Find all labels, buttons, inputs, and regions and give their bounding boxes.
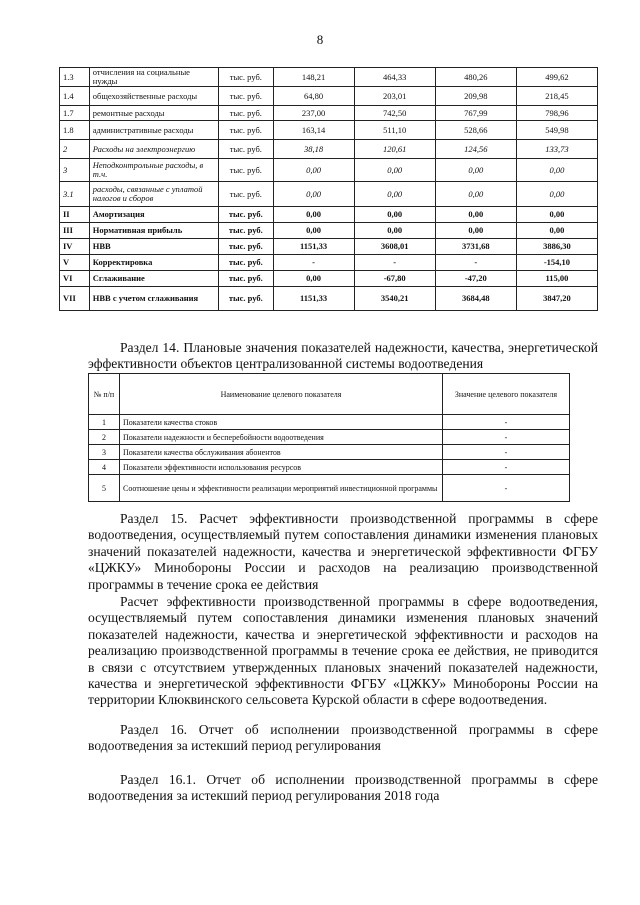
cell-unit: тыс. руб.	[219, 239, 273, 255]
cell-v3: -	[435, 255, 516, 271]
indicators-header-row	[89, 374, 570, 415]
cell-name: расходы, связанные с уплатой налогов и сборов	[89, 182, 218, 207]
cell-v3: 3684,48	[435, 287, 516, 311]
section-15-calc-paragraph: Расчет эффективности производственной программы в сфере водоотведения, осуществляемый путем сопоставления динамики изменения плановых значений показателей надежности, качества и энергетической эффективности и расходов на реализацию производственной программы в течение срока ее действия, не приводится в связи с отсутствием утвержденных плановых значений показателей надежности, качества и энергетической эффективности ФГБУ «ЦЖКУ» Минобороны России на территории Клюквинского сельсовета Курской области в сфере водоотведения.	[88, 594, 598, 708]
cell-name: административные расходы	[89, 121, 218, 140]
cell-v2: -	[354, 255, 435, 271]
cell-name: Расходы на электроэнергию	[89, 140, 218, 159]
cell-unit: тыс. руб.	[219, 68, 273, 87]
cell-value: -	[443, 460, 570, 475]
cell-v1: 64,80	[273, 87, 354, 106]
cell-v2: 0,00	[354, 159, 435, 182]
cell-v4: 499,62	[516, 68, 597, 87]
table-row	[89, 415, 570, 430]
cell-unit: тыс. руб.	[219, 140, 273, 159]
cell-num: II	[60, 207, 90, 223]
cell-name: НВВ	[89, 239, 218, 255]
cell-v3: 0,00	[435, 182, 516, 207]
section-16-1-title: Раздел 16.1. Отчет об исполнении производственной программы в сфере водоотведения за истекший период регулирования 2018 года	[88, 772, 598, 804]
cell-v4: 0,00	[516, 207, 597, 223]
cell-v4: 3886,30	[516, 239, 597, 255]
table-row	[89, 430, 570, 445]
cell-v1: 148,21	[273, 68, 354, 87]
cell-num: 1.3	[60, 68, 90, 87]
cell-v4: 0,00	[516, 223, 597, 239]
cost-table	[59, 67, 598, 311]
cell-v1: 0,00	[273, 182, 354, 207]
cell-v2: 464,33	[354, 68, 435, 87]
cell-v3: 0,00	[435, 159, 516, 182]
cell-v1: 0,00	[273, 207, 354, 223]
cell-v3: 209,98	[435, 87, 516, 106]
cell-v3: 124,56	[435, 140, 516, 159]
cell-v1: 1151,33	[273, 287, 354, 311]
cell-num: 2	[89, 430, 120, 445]
cell-unit: тыс. руб.	[219, 255, 273, 271]
cell-value: -	[443, 445, 570, 460]
cell-v3: -47,20	[435, 271, 516, 287]
cell-v2: 742,50	[354, 106, 435, 121]
cell-v3: 0,00	[435, 207, 516, 223]
cell-name: Показатели качества обслуживания абонентов	[120, 445, 443, 460]
table-row	[60, 182, 598, 207]
table-row	[60, 287, 598, 311]
cell-unit: тыс. руб.	[219, 121, 273, 140]
cell-unit: тыс. руб.	[219, 87, 273, 106]
cell-v4: 3847,20	[516, 287, 597, 311]
cell-name: Показатели эффективности использования ресурсов	[120, 460, 443, 475]
section-16-title: Раздел 16. Отчет об исполнении производственной программы в сфере водоотведения за истекший период регулирования	[88, 722, 598, 754]
cell-name: Корректировка	[89, 255, 218, 271]
cell-v4: 218,45	[516, 87, 597, 106]
table-row	[60, 87, 598, 106]
cell-value: -	[443, 475, 570, 502]
cell-num: 3	[89, 445, 120, 460]
cell-num: 1	[89, 415, 120, 430]
cell-name: Сглаживание	[89, 271, 218, 287]
table-row	[60, 255, 598, 271]
cell-num: VI	[60, 271, 90, 287]
header-name: Наименование целевого показателя	[120, 374, 443, 415]
cell-num: 5	[89, 475, 120, 502]
cell-num: 3.1	[60, 182, 90, 207]
table-row	[60, 223, 598, 239]
section-14-title: Раздел 14. Плановые значения показателей надежности, качества, энергетической эффективности объектов централизованной системы водоотведения	[88, 340, 598, 372]
cell-v1: 0,00	[273, 159, 354, 182]
table-row	[60, 271, 598, 287]
cell-v4: 133,73	[516, 140, 597, 159]
cell-v1: 0,00	[273, 271, 354, 287]
cell-num: V	[60, 255, 90, 271]
cell-name: Неподконтрольные расходы, в т.ч.	[89, 159, 218, 182]
cell-v2: 120,61	[354, 140, 435, 159]
cell-v2: 3608,01	[354, 239, 435, 255]
cell-name: Показатели качества стоков	[120, 415, 443, 430]
cell-v1: 237,00	[273, 106, 354, 121]
cell-num: IV	[60, 239, 90, 255]
cell-name: ремонтные расходы	[89, 106, 218, 121]
cell-num: 1.8	[60, 121, 90, 140]
cell-v2: 203,01	[354, 87, 435, 106]
cell-v4: 549,98	[516, 121, 597, 140]
cell-v4: -154,10	[516, 255, 597, 271]
cell-num: 1.7	[60, 106, 90, 121]
table-row	[60, 106, 598, 121]
cell-v1: 1151,33	[273, 239, 354, 255]
table-row	[60, 68, 598, 87]
cell-v2: 3540,21	[354, 287, 435, 311]
cell-name: Соотношение цены и эффективности реализации мероприятий инвестиционной программы	[120, 475, 443, 502]
page-number: 8	[316, 32, 324, 47]
cell-v2: 511,10	[354, 121, 435, 140]
cell-v2: 0,00	[354, 182, 435, 207]
cell-name: Амортизация	[89, 207, 218, 223]
section-15-paragraph: Раздел 15. Расчет эффективности производственной программы в сфере водоотведения, осуществляемый путем сопоставления динамики изменения плановых значений показателей надежности, качества и энергетической эффективности ФГБУ «ЦЖКУ» Минобороны России и расходов на реализацию производственной программы в течение срока ее действия	[88, 511, 598, 592]
cell-v2: 0,00	[354, 207, 435, 223]
cell-v1: -	[273, 255, 354, 271]
cell-unit: тыс. руб.	[219, 106, 273, 121]
cell-num: 2	[60, 140, 90, 159]
cell-v2: 0,00	[354, 223, 435, 239]
cell-unit: тыс. руб.	[219, 182, 273, 207]
cell-value: -	[443, 415, 570, 430]
cell-v2: -67,80	[354, 271, 435, 287]
cell-unit: тыс. руб.	[219, 223, 273, 239]
cell-num: III	[60, 223, 90, 239]
cell-name: Показатели надежности и бесперебойности водоотведения	[120, 430, 443, 445]
table-row	[89, 445, 570, 460]
cell-v3: 480,26	[435, 68, 516, 87]
cell-v3: 3731,68	[435, 239, 516, 255]
cell-v1: 163,14	[273, 121, 354, 140]
table-row	[60, 121, 598, 140]
header-value: Значение целевого показателя	[443, 374, 570, 415]
cell-num: VII	[60, 287, 90, 311]
cell-unit: тыс. руб.	[219, 159, 273, 182]
cell-v1: 38,18	[273, 140, 354, 159]
cell-unit: тыс. руб.	[219, 271, 273, 287]
cell-v4: 0,00	[516, 182, 597, 207]
table-row	[60, 159, 598, 182]
cell-name: отчисления на социальные нужды	[89, 68, 218, 87]
cell-unit: тыс. руб.	[219, 207, 273, 223]
cell-v3: 528,66	[435, 121, 516, 140]
cell-v3: 767,99	[435, 106, 516, 121]
cell-value: -	[443, 430, 570, 445]
cell-num: 3	[60, 159, 90, 182]
cell-num: 1.4	[60, 87, 90, 106]
cell-name: общехозяйственные расходы	[89, 87, 218, 106]
cell-name: НВВ с учетом сглаживания	[89, 287, 218, 311]
cell-num: 4	[89, 460, 120, 475]
cell-v4: 0,00	[516, 159, 597, 182]
cell-v4: 115,00	[516, 271, 597, 287]
table-row	[60, 140, 598, 159]
cell-name: Нормативная прибыль	[89, 223, 218, 239]
table-row	[60, 207, 598, 223]
indicators-table	[88, 373, 570, 502]
table-row	[89, 460, 570, 475]
cell-unit: тыс. руб.	[219, 287, 273, 311]
cell-v3: 0,00	[435, 223, 516, 239]
cell-v1: 0,00	[273, 223, 354, 239]
table-row	[60, 239, 598, 255]
table-row	[89, 475, 570, 502]
header-num: № п/п	[89, 374, 120, 415]
cell-v4: 798,96	[516, 106, 597, 121]
